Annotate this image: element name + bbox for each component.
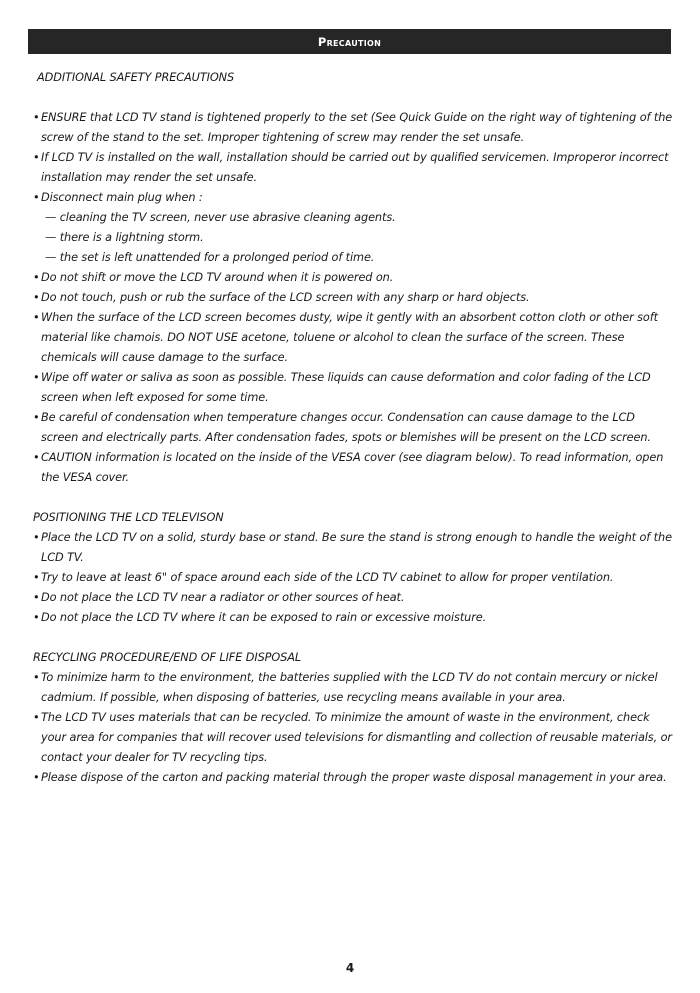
section-heading-recycling: RECYCLING PROCEDURE/END OF LIFE DISPOSAL <box>33 651 302 664</box>
list-item: • Be careful of condensation when temperature changes occur. Condensation can cause damage to the LCD screen and electrically parts. After condensation fades, spots or blemishes will be present on the LCD screen. <box>33 408 673 448</box>
list-item: • Try to leave at least 6" of space around each side of the LCD TV cabinet to allow for proper ventilation. <box>33 568 673 588</box>
section-heading-safety: ADDITIONAL SAFETY PRECAUTIONS <box>37 71 235 84</box>
list-item: • If LCD TV is installed on the wall, installation should be carried out by qualified servicemen. Improperor incorrect installation may render the set unsafe. <box>33 148 673 188</box>
page-number: 4 <box>345 961 355 975</box>
section-spacer <box>33 628 673 648</box>
list-item: • Disconnect main plug when : <box>33 188 673 208</box>
list-item: • Do not touch, push or rub the surface of the LCD screen with any sharp or hard objects. <box>33 288 673 308</box>
list-item: • To minimize harm to the environment, the batteries supplied with the LCD TV do not contain mercury or nickel cadmium. If possible, when disposing of batteries, use recycling means available in your area. <box>33 668 673 708</box>
bullet-icon: • <box>33 611 40 624</box>
bullet-icon: • <box>33 571 40 584</box>
list-item: • Do not shift or move the LCD TV around when it is powered on. <box>33 268 673 288</box>
bullet-icon: • <box>33 371 40 384</box>
bullet-icon: • <box>33 311 40 324</box>
list-item: • The LCD TV uses materials that can be recycled. To minimize the amount of waste in the environment, check your area for companies that will recover used televisions for dismantling and collection of reusable materials, or contact your dealer for TV recycling tips. <box>33 708 673 768</box>
bullet-icon: • <box>33 771 40 784</box>
list-item: • Do not place the LCD TV where it can be exposed to rain or excessive moisture. <box>33 608 673 628</box>
sub-list-item: — there is a lightning storm. <box>45 231 204 244</box>
bullet-icon: • <box>33 411 40 424</box>
document-body <box>33 68 673 788</box>
list-item: • CAUTION information is located on the inside of the VESA cover (see diagram below). To read information, open the VESA cover. <box>33 448 673 488</box>
bullet-icon: • <box>33 671 40 684</box>
bullet-icon: • <box>33 711 40 724</box>
section-heading-positioning: POSITIONING THE LCD TELEVISON <box>33 511 224 524</box>
bullet-icon: • <box>33 531 40 544</box>
sub-list-item: — the set is left unattended for a prolonged period of time. <box>45 251 375 264</box>
bullet-icon: • <box>33 111 40 124</box>
bullet-icon: • <box>33 271 40 284</box>
list-item: • Place the LCD TV on a solid, sturdy base or stand. Be sure the stand is strong enough to handle the weight of the LCD TV. <box>33 528 673 568</box>
bullet-icon: • <box>33 451 40 464</box>
header-bar <box>28 29 671 54</box>
bullet-icon: • <box>33 191 40 204</box>
sub-list-item: — cleaning the TV screen, never use abrasive cleaning agents. <box>45 211 396 224</box>
bullet-icon: • <box>33 291 40 304</box>
list-item: • Wipe off water or saliva as soon as possible. These liquids can cause deformation and color fading of the LCD screen when left exposed for some time. <box>33 368 673 408</box>
list-item: • Do not place the LCD TV near a radiator or other sources of heat. <box>33 588 673 608</box>
list-item: • ENSURE that LCD TV stand is tightened properly to the set (See Quick Guide on the right way of tightening of the screw of the stand to the set. Improper tightening of screw may render the set unsafe. <box>33 108 673 148</box>
list-item: • Please dispose of the carton and packing material through the proper waste disposal management in your area. <box>33 768 673 788</box>
bullet-icon: • <box>33 151 40 164</box>
section-spacer <box>33 488 673 508</box>
list-item: • When the surface of the LCD screen becomes dusty, wipe it gently with an absorbent cotton cloth or other soft material like chamois. DO NOT USE acetone, toluene or alcohol to clean the surface of the screen. These chemicals will cause damage to the surface. <box>33 308 673 368</box>
bullet-icon: • <box>33 591 40 604</box>
page-title: Precaution <box>317 34 382 49</box>
